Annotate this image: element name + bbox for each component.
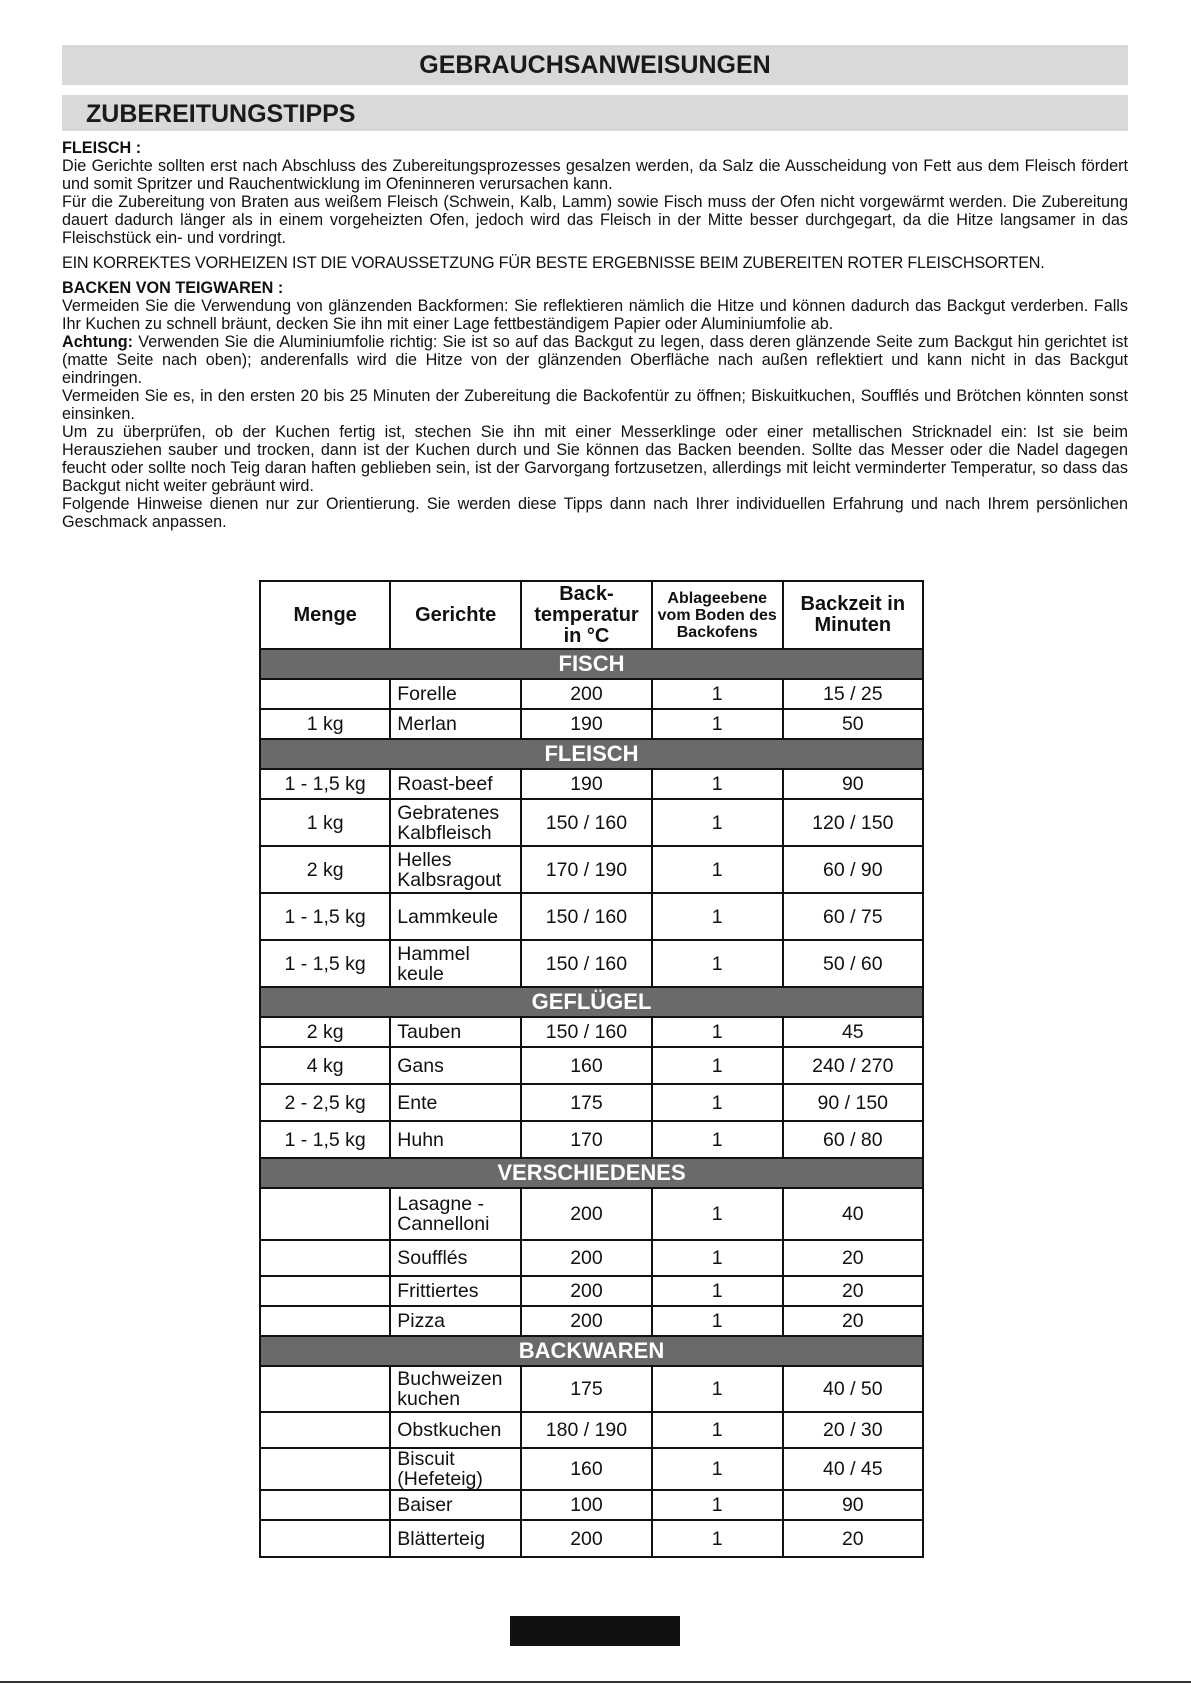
cell-menge: [260, 1276, 390, 1306]
cell-menge: 1 - 1,5 kg: [260, 1121, 390, 1158]
cell-gericht: Frittiertes: [390, 1276, 521, 1306]
table-row: [260, 1188, 923, 1240]
cell-temp: 200: [521, 1240, 652, 1276]
bottom-rule: [0, 1681, 1191, 1683]
cell-gericht: Soufflés: [390, 1240, 521, 1276]
table-row: [260, 1520, 923, 1557]
cell-gericht: Merlan: [390, 709, 521, 739]
cell-ebene: 1: [652, 940, 783, 987]
cell-temp: 150 / 160: [521, 940, 652, 987]
cell-ebene: 1: [652, 1017, 783, 1047]
cell-gericht: Biscuit (Hefeteig): [390, 1448, 521, 1490]
cell-zeit: 40: [783, 1188, 923, 1240]
cell-gericht: Roast-beef: [390, 769, 521, 799]
table-row: [260, 1047, 923, 1084]
table-row: [260, 679, 923, 709]
cell-temp: 170 / 190: [521, 846, 652, 893]
cell-gericht: Lasagne - Cannelloni: [390, 1188, 521, 1240]
cell-ebene: 1: [652, 1047, 783, 1084]
cell-ebene: 1: [652, 1084, 783, 1121]
cell-zeit: 40 / 50: [783, 1366, 923, 1412]
cell-temp: 190: [521, 709, 652, 739]
table-row: [260, 1366, 923, 1412]
table-row: [260, 846, 923, 893]
fleisch-heading: FLEISCH :: [62, 139, 142, 157]
cell-menge: [260, 1448, 390, 1490]
section-row: [260, 1336, 923, 1366]
fleisch-paragraph-1: Die Gerichte sollten erst nach Abschluss des Zubereitungsprozesses gesalzen werden, da Salz die Ausscheidung von Fett aus dem Fleisch fördert und somit Spritzer und Rauchentwicklung im Ofeninneren verursachen kann.: [62, 157, 1128, 193]
section-title: FLEISCH: [260, 739, 923, 769]
cell-ebene: 1: [652, 1188, 783, 1240]
section-row: [260, 739, 923, 769]
baking-table: [259, 580, 924, 1558]
cell-menge: [260, 1520, 390, 1557]
cell-temp: 150 / 160: [521, 893, 652, 940]
cell-menge: 2 - 2,5 kg: [260, 1084, 390, 1121]
fleisch-paragraph-3: EIN KORREKTES VORHEIZEN IST DIE VORAUSSETZUNG FÜR BESTE ERGEBNISSE BEIM ZUBEREITEN ROTER FLEISCHSORTEN.: [62, 254, 1045, 272]
cell-temp: 150 / 160: [521, 1017, 652, 1047]
cell-gericht: Obstkuchen: [390, 1412, 521, 1448]
table-row: [260, 893, 923, 940]
cell-zeit: 15 / 25: [783, 679, 923, 709]
cell-zeit: 240 / 270: [783, 1047, 923, 1084]
cell-ebene: 1: [652, 1306, 783, 1336]
page-title: GEBRAUCHSANWEISUNGEN: [62, 45, 1128, 85]
cell-menge: 1 - 1,5 kg: [260, 940, 390, 987]
cell-gericht: Hammel keule: [390, 940, 521, 987]
table-row: [260, 1412, 923, 1448]
cell-zeit: 90 / 150: [783, 1084, 923, 1121]
cell-ebene: 1: [652, 1276, 783, 1306]
cell-gericht: Pizza: [390, 1306, 521, 1336]
cell-menge: [260, 679, 390, 709]
backen-paragraph-3: Um zu überprüfen, ob der Kuchen fertig ist, stechen Sie ihn mit einer Messerklinge oder einer metallischen Stricknadel ein: Ist sie beim Herausziehen sauber und trocken, dann ist der Kuchen durch und Sie können das Backen beenden. Sollte das Messer oder die Nadel dagegen feucht oder sollte noch Teig daran haften geblieben sein, ist der Garvorgang fortzusetzen, allerdings mit leicht verminderter Temperatur, so dass das Backgut nicht weiter gebräunt wird.: [62, 423, 1128, 495]
cell-menge: 1 - 1,5 kg: [260, 893, 390, 940]
cell-temp: 180 / 190: [521, 1412, 652, 1448]
table-row: [260, 1490, 923, 1520]
cell-zeit: 40 / 45: [783, 1448, 923, 1490]
header-temperatur: Back- temperatur in °C: [521, 581, 652, 649]
section-title: ZUBEREITUNGSTIPPS: [62, 95, 1128, 131]
table-row: [260, 940, 923, 987]
cell-zeit: 20: [783, 1276, 923, 1306]
cell-menge: 1 kg: [260, 709, 390, 739]
cell-gericht: Tauben: [390, 1017, 521, 1047]
header-ablageebene: Ablageebene vom Boden des Backofens: [652, 581, 783, 649]
cell-temp: 175: [521, 1084, 652, 1121]
cell-ebene: 1: [652, 846, 783, 893]
cell-menge: [260, 1490, 390, 1520]
cell-menge: [260, 1306, 390, 1336]
page-number-bar: [510, 1616, 680, 1646]
cell-ebene: 1: [652, 679, 783, 709]
cell-ebene: 1: [652, 799, 783, 846]
cell-ebene: 1: [652, 1448, 783, 1490]
cell-zeit: 90: [783, 769, 923, 799]
backen-paragraph-1: Vermeiden Sie die Verwendung von glänzenden Backformen: Sie reflektieren nämlich die Hitze und können dadurch das Backgut verderben. Falls Ihr Kuchen zu schnell bräunt, decken Sie ihn mit einer Lage fettbeständigem Papier oder Aluminiumfolie ab.: [62, 297, 1128, 333]
cell-zeit: 50 / 60: [783, 940, 923, 987]
cell-menge: [260, 1366, 390, 1412]
cell-temp: 175: [521, 1366, 652, 1412]
section-title: FISCH: [260, 649, 923, 679]
cell-temp: 150 / 160: [521, 799, 652, 846]
section-row: [260, 1158, 923, 1188]
cell-gericht: Ente: [390, 1084, 521, 1121]
cell-temp: 200: [521, 1276, 652, 1306]
cell-zeit: 20 / 30: [783, 1412, 923, 1448]
header-gerichte: Gerichte: [390, 581, 521, 649]
cell-gericht: Huhn: [390, 1121, 521, 1158]
cell-menge: 1 - 1,5 kg: [260, 769, 390, 799]
cell-ebene: 1: [652, 1490, 783, 1520]
cell-menge: [260, 1188, 390, 1240]
cell-ebene: 1: [652, 1121, 783, 1158]
table-header-row: [260, 581, 923, 649]
cell-ebene: 1: [652, 1412, 783, 1448]
cell-menge: 2 kg: [260, 846, 390, 893]
cell-temp: 200: [521, 679, 652, 709]
cell-menge: [260, 1240, 390, 1276]
instructions-text: [62, 139, 1128, 531]
section-row: [260, 987, 923, 1017]
cell-menge: 4 kg: [260, 1047, 390, 1084]
cell-ebene: 1: [652, 893, 783, 940]
achtung-paragraph: [62, 333, 1128, 387]
fleisch-paragraph-2: Für die Zubereitung von Braten aus weißem Fleisch (Schwein, Kalb, Lamm) sowie Fisch muss der Ofen nicht vorgewärmt werden. Die Zubereitung dauert dadurch länger als in einem vorgeheizten Ofen, jedoch wird das Fleisch in der Mitte besser durchgegart, da die Hitze langsamer in das Fleischstück ein- und vordringt.: [62, 193, 1128, 247]
cell-zeit: 20: [783, 1306, 923, 1336]
cell-menge: 2 kg: [260, 1017, 390, 1047]
cell-temp: 200: [521, 1188, 652, 1240]
cell-gericht: Gans: [390, 1047, 521, 1084]
cell-ebene: 1: [652, 1240, 783, 1276]
achtung-text: Verwenden Sie die Aluminiumfolie richtig: Sie ist so auf das Backgut zu legen, dass deren glänzende Seite zum Backgut hin gerichtet ist (matte Seite nach oben); anderenfalls wird die Hitze von der glänzenden Oberfläche nach außen reflektiert und kann nicht in das Backgut eindringen.: [62, 333, 1128, 387]
cell-temp: 200: [521, 1306, 652, 1336]
cell-ebene: 1: [652, 769, 783, 799]
table-row: [260, 799, 923, 846]
achtung-label: Achtung:: [62, 333, 134, 351]
table-row: [260, 709, 923, 739]
cell-temp: 160: [521, 1047, 652, 1084]
section-row: [260, 649, 923, 679]
cell-zeit: 45: [783, 1017, 923, 1047]
table-row: [260, 1121, 923, 1158]
cell-gericht: Baiser: [390, 1490, 521, 1520]
cell-gericht: Forelle: [390, 679, 521, 709]
header-menge: Menge: [260, 581, 390, 649]
cell-temp: 200: [521, 1520, 652, 1557]
cell-gericht: Buchweizen kuchen: [390, 1366, 521, 1412]
cell-ebene: 1: [652, 709, 783, 739]
cell-gericht: Blätterteig: [390, 1520, 521, 1557]
table-row: [260, 1017, 923, 1047]
cell-ebene: 1: [652, 1520, 783, 1557]
backen-paragraph-2: Vermeiden Sie es, in den ersten 20 bis 25 Minuten der Zubereitung die Backofentür zu öffnen; Biskuitkuchen, Soufflés und Brötchen könnten sonst einsinken.: [62, 387, 1128, 423]
cell-zeit: 60 / 90: [783, 846, 923, 893]
header-backzeit: Backzeit in Minuten: [783, 581, 923, 649]
backen-heading: BACKEN VON TEIGWAREN :: [62, 279, 284, 297]
cell-ebene: 1: [652, 1366, 783, 1412]
cell-temp: 190: [521, 769, 652, 799]
cell-temp: 160: [521, 1448, 652, 1490]
cell-zeit: 120 / 150: [783, 799, 923, 846]
cell-gericht: Gebratenes Kalbfleisch: [390, 799, 521, 846]
backen-paragraph-4: Folgende Hinweise dienen nur zur Orientierung. Sie werden diese Tipps dann nach Ihrer individuellen Erfahrung und nach Ihrem persönlichen Geschmack anpassen.: [62, 495, 1128, 531]
section-title: BACKWAREN: [260, 1336, 923, 1366]
cell-zeit: 20: [783, 1240, 923, 1276]
cell-gericht: Helles Kalbsragout: [390, 846, 521, 893]
cell-menge: [260, 1412, 390, 1448]
table-row: [260, 1448, 923, 1490]
table-body: [260, 649, 923, 1557]
cell-zeit: 60 / 75: [783, 893, 923, 940]
cell-gericht: Lammkeule: [390, 893, 521, 940]
section-title: VERSCHIEDENES: [260, 1158, 923, 1188]
cell-zeit: 90: [783, 1490, 923, 1520]
cell-temp: 100: [521, 1490, 652, 1520]
table-row: [260, 1084, 923, 1121]
section-title: GEFLÜGEL: [260, 987, 923, 1017]
table-row: [260, 769, 923, 799]
table-row: [260, 1276, 923, 1306]
cell-menge: 1 kg: [260, 799, 390, 846]
table-row: [260, 1240, 923, 1276]
table-row: [260, 1306, 923, 1336]
cell-zeit: 50: [783, 709, 923, 739]
cell-zeit: 20: [783, 1520, 923, 1557]
cell-zeit: 60 / 80: [783, 1121, 923, 1158]
cell-temp: 170: [521, 1121, 652, 1158]
